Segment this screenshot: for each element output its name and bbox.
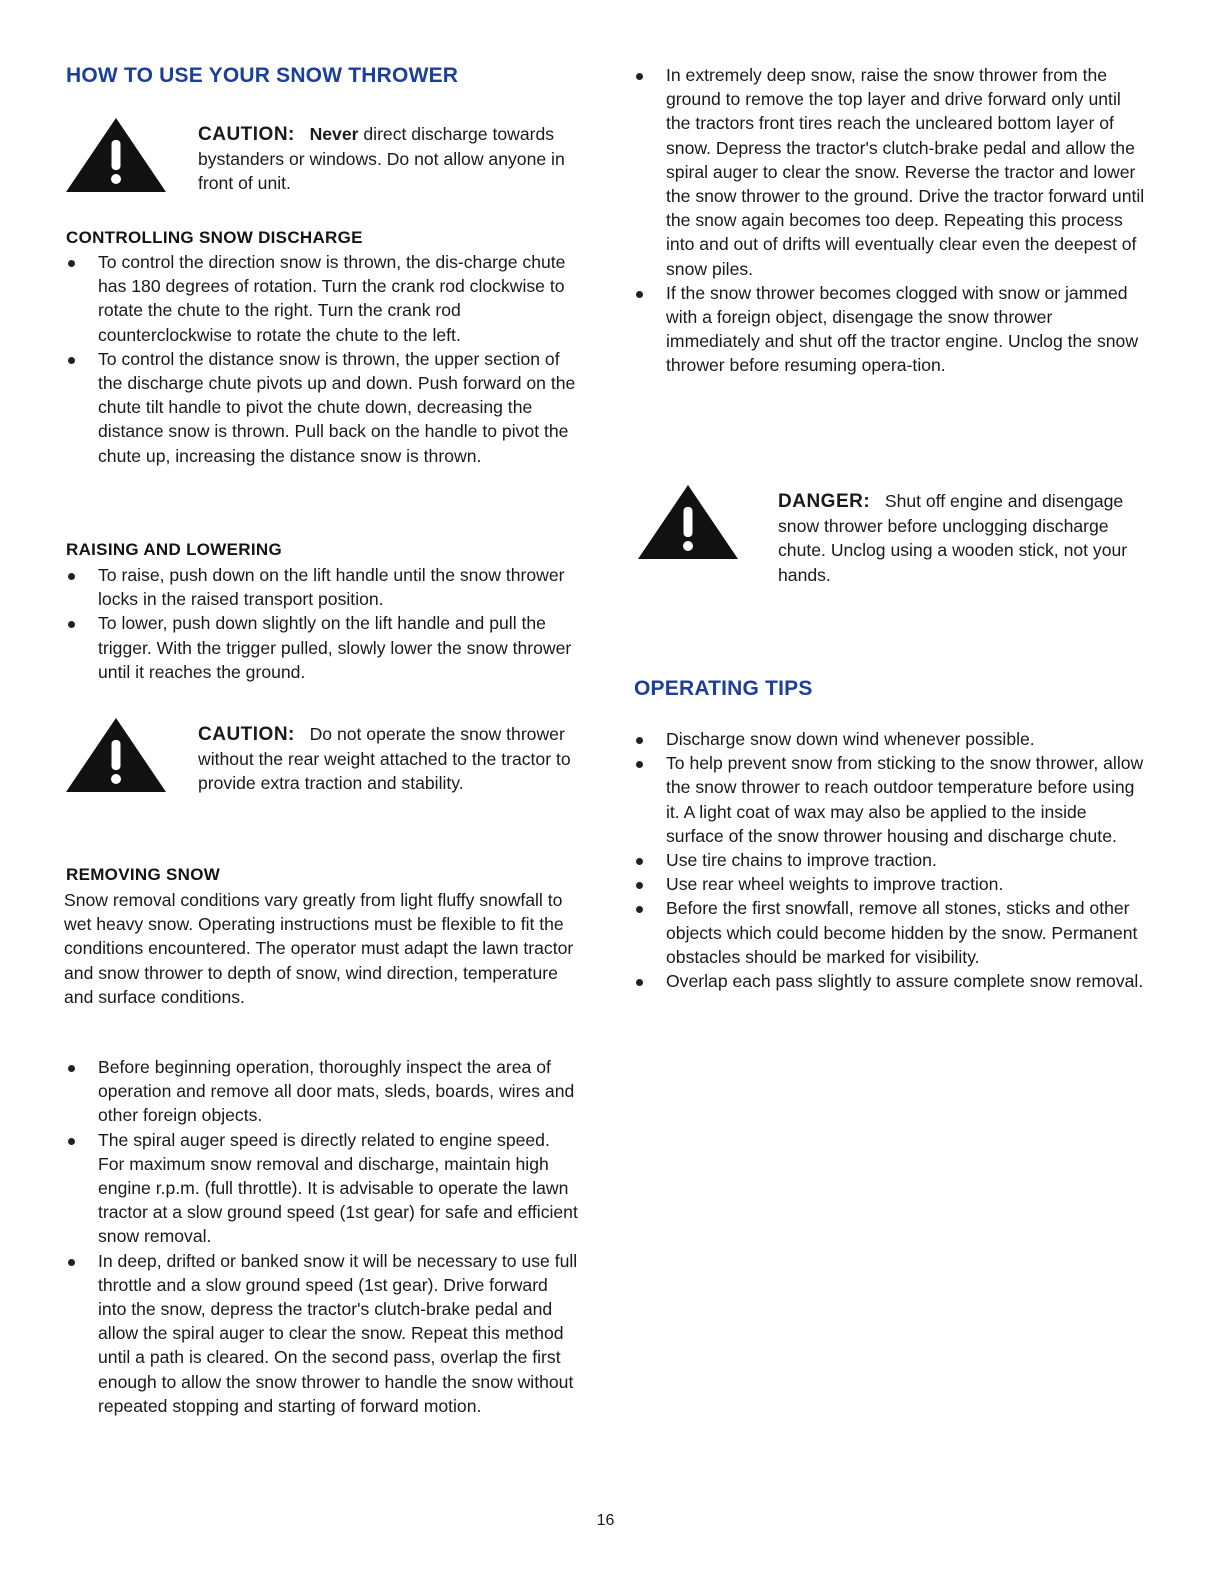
- list-item: Discharge snow down wind whenever possible.: [634, 727, 1149, 751]
- list-item: The spiral auger speed is directly related to engine speed. For maximum snow removal and discharge, maintain high engine r.p.m. (full throttle). It is advisable to operate the lawn tractor at a slow ground speed (1st gear) for safe and efficient snow removal.: [66, 1128, 581, 1249]
- caution-label: CAUTION:: [198, 124, 295, 145]
- list-item: To help prevent snow from sticking to the snow thrower, allow the snow thrower to reach outdoor temperature before using it. A light coat of wax may also be applied to the inside surface of the snow thrower housing and discharge chute.: [634, 751, 1149, 848]
- list-item: In extremely deep snow, raise the snow thrower from the ground to remove the top layer and drive forward only until the tractors front tires reach the uncleared bottom layer of snow. Depress the tractor's clutch-brake pedal and allow the spiral auger to clear the snow. Reverse the tractor and lower the snow thrower to the ground. Drive the tractor forward until the snow again becomes too deep. Repeating this process into and out of drifts will eventually clear even the deepest of snow piles.: [634, 63, 1149, 281]
- section-heading-removing: REMOVING SNOW: [66, 865, 221, 884]
- caution-text: direct discharge towards bystanders or windows. Do not allow anyone in front of unit.: [198, 124, 565, 194]
- list-item: Before beginning operation, thoroughly inspect the area of operation and remove all door mats, sleds, boards, wires and other foreign objects.: [66, 1055, 581, 1128]
- removing-list: [66, 1055, 581, 1418]
- warning-triangle-icon: [638, 485, 738, 565]
- warning-triangle-icon: [66, 718, 166, 798]
- caution-label: CAUTION:: [198, 724, 295, 745]
- tips-list: [634, 727, 1149, 993]
- page-number: 16: [596, 1512, 615, 1529]
- list-item: Use tire chains to improve traction.: [634, 848, 1149, 872]
- caution-text: Do not operate the snow thrower without the rear weight attached to the tractor to provide extra traction and stability.: [198, 724, 571, 794]
- list-item: To control the direction snow is thrown, the dis-charge chute has 180 degrees of rotation. Turn the crank rod clockwise to rotate the chute to the right. Turn the crank rod counterclockwise to rotate the chute to the left.: [66, 250, 576, 347]
- section-heading-tips: OPERATING TIPS: [634, 677, 813, 700]
- list-item: If the snow thrower becomes clogged with snow or jammed with a foreign object, disengage the snow thrower immediately and shut off the tractor engine. Unclog the snow thrower before resuming opera-tion.: [634, 281, 1149, 378]
- section-heading-raising: RAISING AND LOWERING: [66, 540, 282, 559]
- list-item: Before the first snowfall, remove all stones, sticks and other objects which could become hidden by the snow. Permanent obstacles should be marked for visibility.: [634, 896, 1149, 969]
- caution-lead: Never: [309, 124, 359, 144]
- list-item: In deep, drifted or banked snow it will be necessary to use full throttle and a slow ground speed (1st gear). Drive forward into the snow, depress the tractor's clutch-brake pedal and allow the spiral auger to clear the snow. Repeat this method until a path is cleared. On the second pass, overlap the first enough to allow the snow thrower to handle the snow without repeated stopping and starting of forward motion.: [66, 1249, 581, 1418]
- danger-text: Shut off engine and disengage snow thrower before unclogging discharge chute. Unclog using a wooden stick, not your hands.: [778, 491, 1128, 585]
- danger-label: DANGER:: [778, 491, 871, 512]
- raising-list: [66, 563, 581, 684]
- list-item: Use rear wheel weights to improve traction.: [634, 872, 1149, 896]
- list-item: To control the distance snow is thrown, the upper section of the discharge chute pivots up and down. Push forward on the chute tilt handle to pivot the chute down, decreasing the distance snow is thrown. Pull back on the handle to pivot the chute up, increasing the distance snow is thrown.: [66, 347, 576, 468]
- controlling-list: [66, 250, 576, 468]
- warning-triangle-icon: [66, 118, 166, 198]
- list-item: To raise, push down on the lift handle until the snow thrower locks in the raised transport position.: [66, 563, 581, 611]
- list-item: Overlap each pass slightly to assure complete snow removal.: [634, 969, 1149, 993]
- removing-intro: Snow removal conditions vary greatly from light fluffy snowfall to wet heavy snow. Operating instructions must be flexible to fit the conditions encountered. The operator must adapt the lawn tractor and snow thrower to depth of snow, wind direction, temperature and surface conditions.: [64, 890, 574, 1007]
- removing-list-continued: [634, 63, 1149, 378]
- list-item: To lower, push down slightly on the lift handle and pull the trigger. With the trigger pulled, slowly lower the snow thrower until it reaches the ground.: [66, 611, 581, 684]
- page-title: HOW TO USE YOUR SNOW THROWER: [66, 64, 459, 87]
- section-heading-controlling: CONTROLLING SNOW DISCHARGE: [66, 228, 363, 247]
